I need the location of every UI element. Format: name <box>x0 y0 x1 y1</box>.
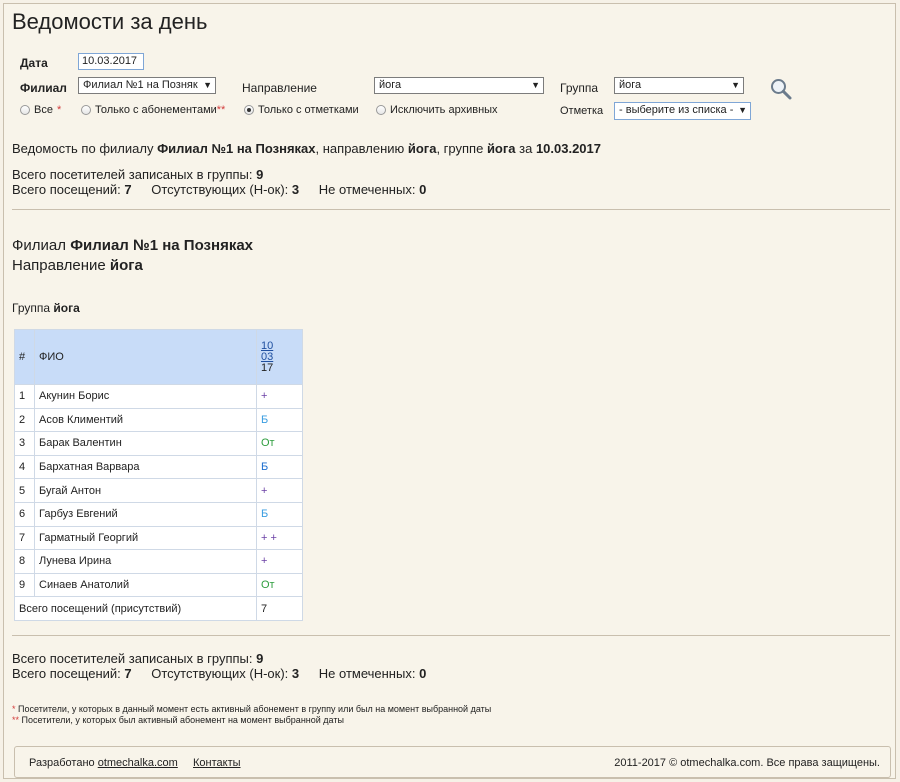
table-row <box>15 573 303 597</box>
direction-select[interactable] <box>374 77 544 94</box>
footnote-mark: * <box>12 704 16 714</box>
chevron-down-icon: ▼ <box>731 80 740 90</box>
required-mark: * <box>56 104 62 116</box>
report-direction: йога <box>407 141 437 156</box>
date-label: Дата <box>20 56 48 70</box>
radio-dot <box>376 105 386 115</box>
report-intro-text: , направлению <box>315 141 408 156</box>
table-row <box>15 408 303 432</box>
stat-label: Всего посетителей записаных в группы: <box>12 167 257 182</box>
row-mark[interactable]: + <box>257 550 303 574</box>
radio-dot <box>81 105 91 115</box>
section-direction-value: йога <box>109 257 143 274</box>
section-label: Филиал <box>12 237 71 254</box>
footer-contacts-link[interactable]: Контакты <box>193 757 241 769</box>
stat-value: 9 <box>256 167 264 182</box>
stat-value: 7 <box>124 182 132 197</box>
stat-value: 7 <box>124 666 132 681</box>
group-label: Группа <box>560 81 599 95</box>
row-name: Бархатная Варвара <box>35 455 257 479</box>
table-total-row <box>15 597 303 621</box>
chevron-down-icon: ▼ <box>203 80 212 90</box>
row-number: 6 <box>15 502 35 526</box>
date-month[interactable]: 03 <box>261 350 274 363</box>
table-header-row <box>15 330 303 385</box>
page-title: Ведомости за день <box>12 9 208 34</box>
row-mark[interactable]: От <box>257 432 303 456</box>
radio-subscriptions-only[interactable] <box>81 104 225 116</box>
row-mark[interactable]: + <box>257 385 303 409</box>
radio-all[interactable] <box>20 104 61 116</box>
section-group-value: йога <box>53 301 80 315</box>
row-number: 5 <box>15 479 35 503</box>
search-icon[interactable] <box>769 77 793 101</box>
branch-select-value: Филиал №1 на Позняк <box>83 79 198 91</box>
table-row <box>15 385 303 409</box>
footnote-mark: ** <box>12 715 20 725</box>
page <box>3 3 896 779</box>
col-num-header: # <box>15 330 35 385</box>
report-group: йога <box>486 141 516 156</box>
date-year: 17 <box>261 361 274 374</box>
footnote-text: Посетители, у которых был активный абонемент на момент выбранной даты <box>19 715 344 725</box>
table-row <box>15 479 303 503</box>
row-name: Гарбуз Евгений <box>35 502 257 526</box>
row-mark[interactable]: Б <box>257 502 303 526</box>
row-number: 3 <box>15 432 35 456</box>
row-name: Гарматный Георгий <box>35 526 257 550</box>
mark-label: Отметка <box>560 105 604 117</box>
row-name: Синаев Анатолий <box>35 573 257 597</box>
stat-label: Отсутствующих (Н-ок): <box>151 182 292 197</box>
required-mark: ** <box>216 104 226 116</box>
radio-dot <box>20 105 30 115</box>
chevron-down-icon: ▼ <box>738 105 747 115</box>
footer-developer-link[interactable]: otmechalka.com <box>97 757 178 769</box>
stats-enrolled <box>12 167 263 182</box>
row-name: Асов Климентий <box>35 408 257 432</box>
divider <box>12 209 890 210</box>
attendance-table <box>14 329 303 621</box>
row-name: Барак Валентин <box>35 432 257 456</box>
branch-label: Филиал <box>20 81 67 95</box>
row-number: 4 <box>15 455 35 479</box>
stat-label: Не отмеченных: <box>318 666 420 681</box>
stat-value: 3 <box>291 182 300 197</box>
stat-value: 0 <box>419 182 427 197</box>
report-branch: Филиал №1 на Позняках <box>157 141 316 156</box>
radio-marked-label: Только с отметками <box>258 104 359 116</box>
radio-exclude-label: Исключить архивных <box>390 104 498 116</box>
row-mark[interactable]: + + <box>257 526 303 550</box>
footnote-1 <box>12 704 491 714</box>
section-label: Направление <box>12 257 110 274</box>
divider <box>12 635 890 636</box>
section-branch-value: Филиал №1 на Позняках <box>70 237 254 254</box>
total-label: Всего посещений (присутствий) <box>15 597 257 621</box>
footer-copyright: 2011-2017 © otmechalka.com. Все права защищены. <box>614 757 880 769</box>
col-name-header: ФИО <box>35 330 257 385</box>
table-row <box>15 550 303 574</box>
date-input[interactable]: 10.03.2017 <box>78 53 144 70</box>
stat-label: Всего посещений: <box>12 666 125 681</box>
footer-developed <box>29 757 178 769</box>
table-row <box>15 526 303 550</box>
branch-select[interactable] <box>78 77 216 94</box>
footnote-2 <box>12 715 344 725</box>
footnote-text: Посетители, у которых в данный момент есть активный абонемент в группу или был на момент выбранной даты <box>15 704 492 714</box>
stats-line-bottom <box>12 666 426 681</box>
stat-value: 0 <box>419 666 427 681</box>
report-date: 10.03.2017 <box>535 141 602 156</box>
mark-select[interactable] <box>614 102 751 120</box>
section-group <box>12 301 80 315</box>
direction-label: Направление <box>242 81 317 95</box>
section-label: Группа <box>12 301 54 315</box>
stats-line <box>12 182 426 197</box>
stat-label: Отсутствующих (Н-ок): <box>151 666 292 681</box>
radio-all-label: Все <box>34 104 53 116</box>
radio-marked-only[interactable] <box>244 104 359 116</box>
report-intro-text: , группе <box>436 141 487 156</box>
report-intro-text: за <box>515 141 536 156</box>
report-intro-text: Ведомость по филиалу <box>12 141 158 156</box>
radio-exclude-archived[interactable] <box>376 104 498 116</box>
row-name: Акунин Борис <box>35 385 257 409</box>
row-number: 9 <box>15 573 35 597</box>
report-summary <box>12 141 601 156</box>
footer-developed-label: Разработано <box>29 757 98 769</box>
row-number: 7 <box>15 526 35 550</box>
row-mark[interactable]: Б <box>257 455 303 479</box>
chevron-down-icon: ▼ <box>531 80 540 90</box>
group-select[interactable] <box>614 77 744 94</box>
stat-label: Не отмеченных: <box>318 182 420 197</box>
row-name: Бугай Антон <box>35 479 257 503</box>
row-mark[interactable]: + <box>257 479 303 503</box>
row-name: Лунева Ирина <box>35 550 257 574</box>
section-branch <box>12 237 253 254</box>
stat-label: Всего посещений: <box>12 182 125 197</box>
stat-label: Всего посетителей записаных в группы: <box>12 651 257 666</box>
date-day[interactable]: 10 <box>261 339 274 352</box>
radio-subscriptions-label: Только с абонементами <box>95 104 217 116</box>
stat-value: 3 <box>291 666 300 681</box>
total-value: 7 <box>257 597 303 621</box>
col-date-header[interactable] <box>257 330 303 385</box>
row-number: 2 <box>15 408 35 432</box>
group-select-value: йога <box>619 79 642 91</box>
footer <box>14 746 891 778</box>
row-mark[interactable]: От <box>257 573 303 597</box>
radio-dot-selected <box>244 105 254 115</box>
stat-value: 9 <box>256 651 264 666</box>
row-number: 8 <box>15 550 35 574</box>
table-row <box>15 502 303 526</box>
stats-enrolled-bottom <box>12 651 263 666</box>
row-mark[interactable]: Б <box>257 408 303 432</box>
section-direction <box>12 257 143 274</box>
direction-select-value: йога <box>379 79 402 91</box>
table-row <box>15 432 303 456</box>
mark-select-value: - выберите из списка - <box>619 104 734 116</box>
table-row <box>15 455 303 479</box>
row-number: 1 <box>15 385 35 409</box>
